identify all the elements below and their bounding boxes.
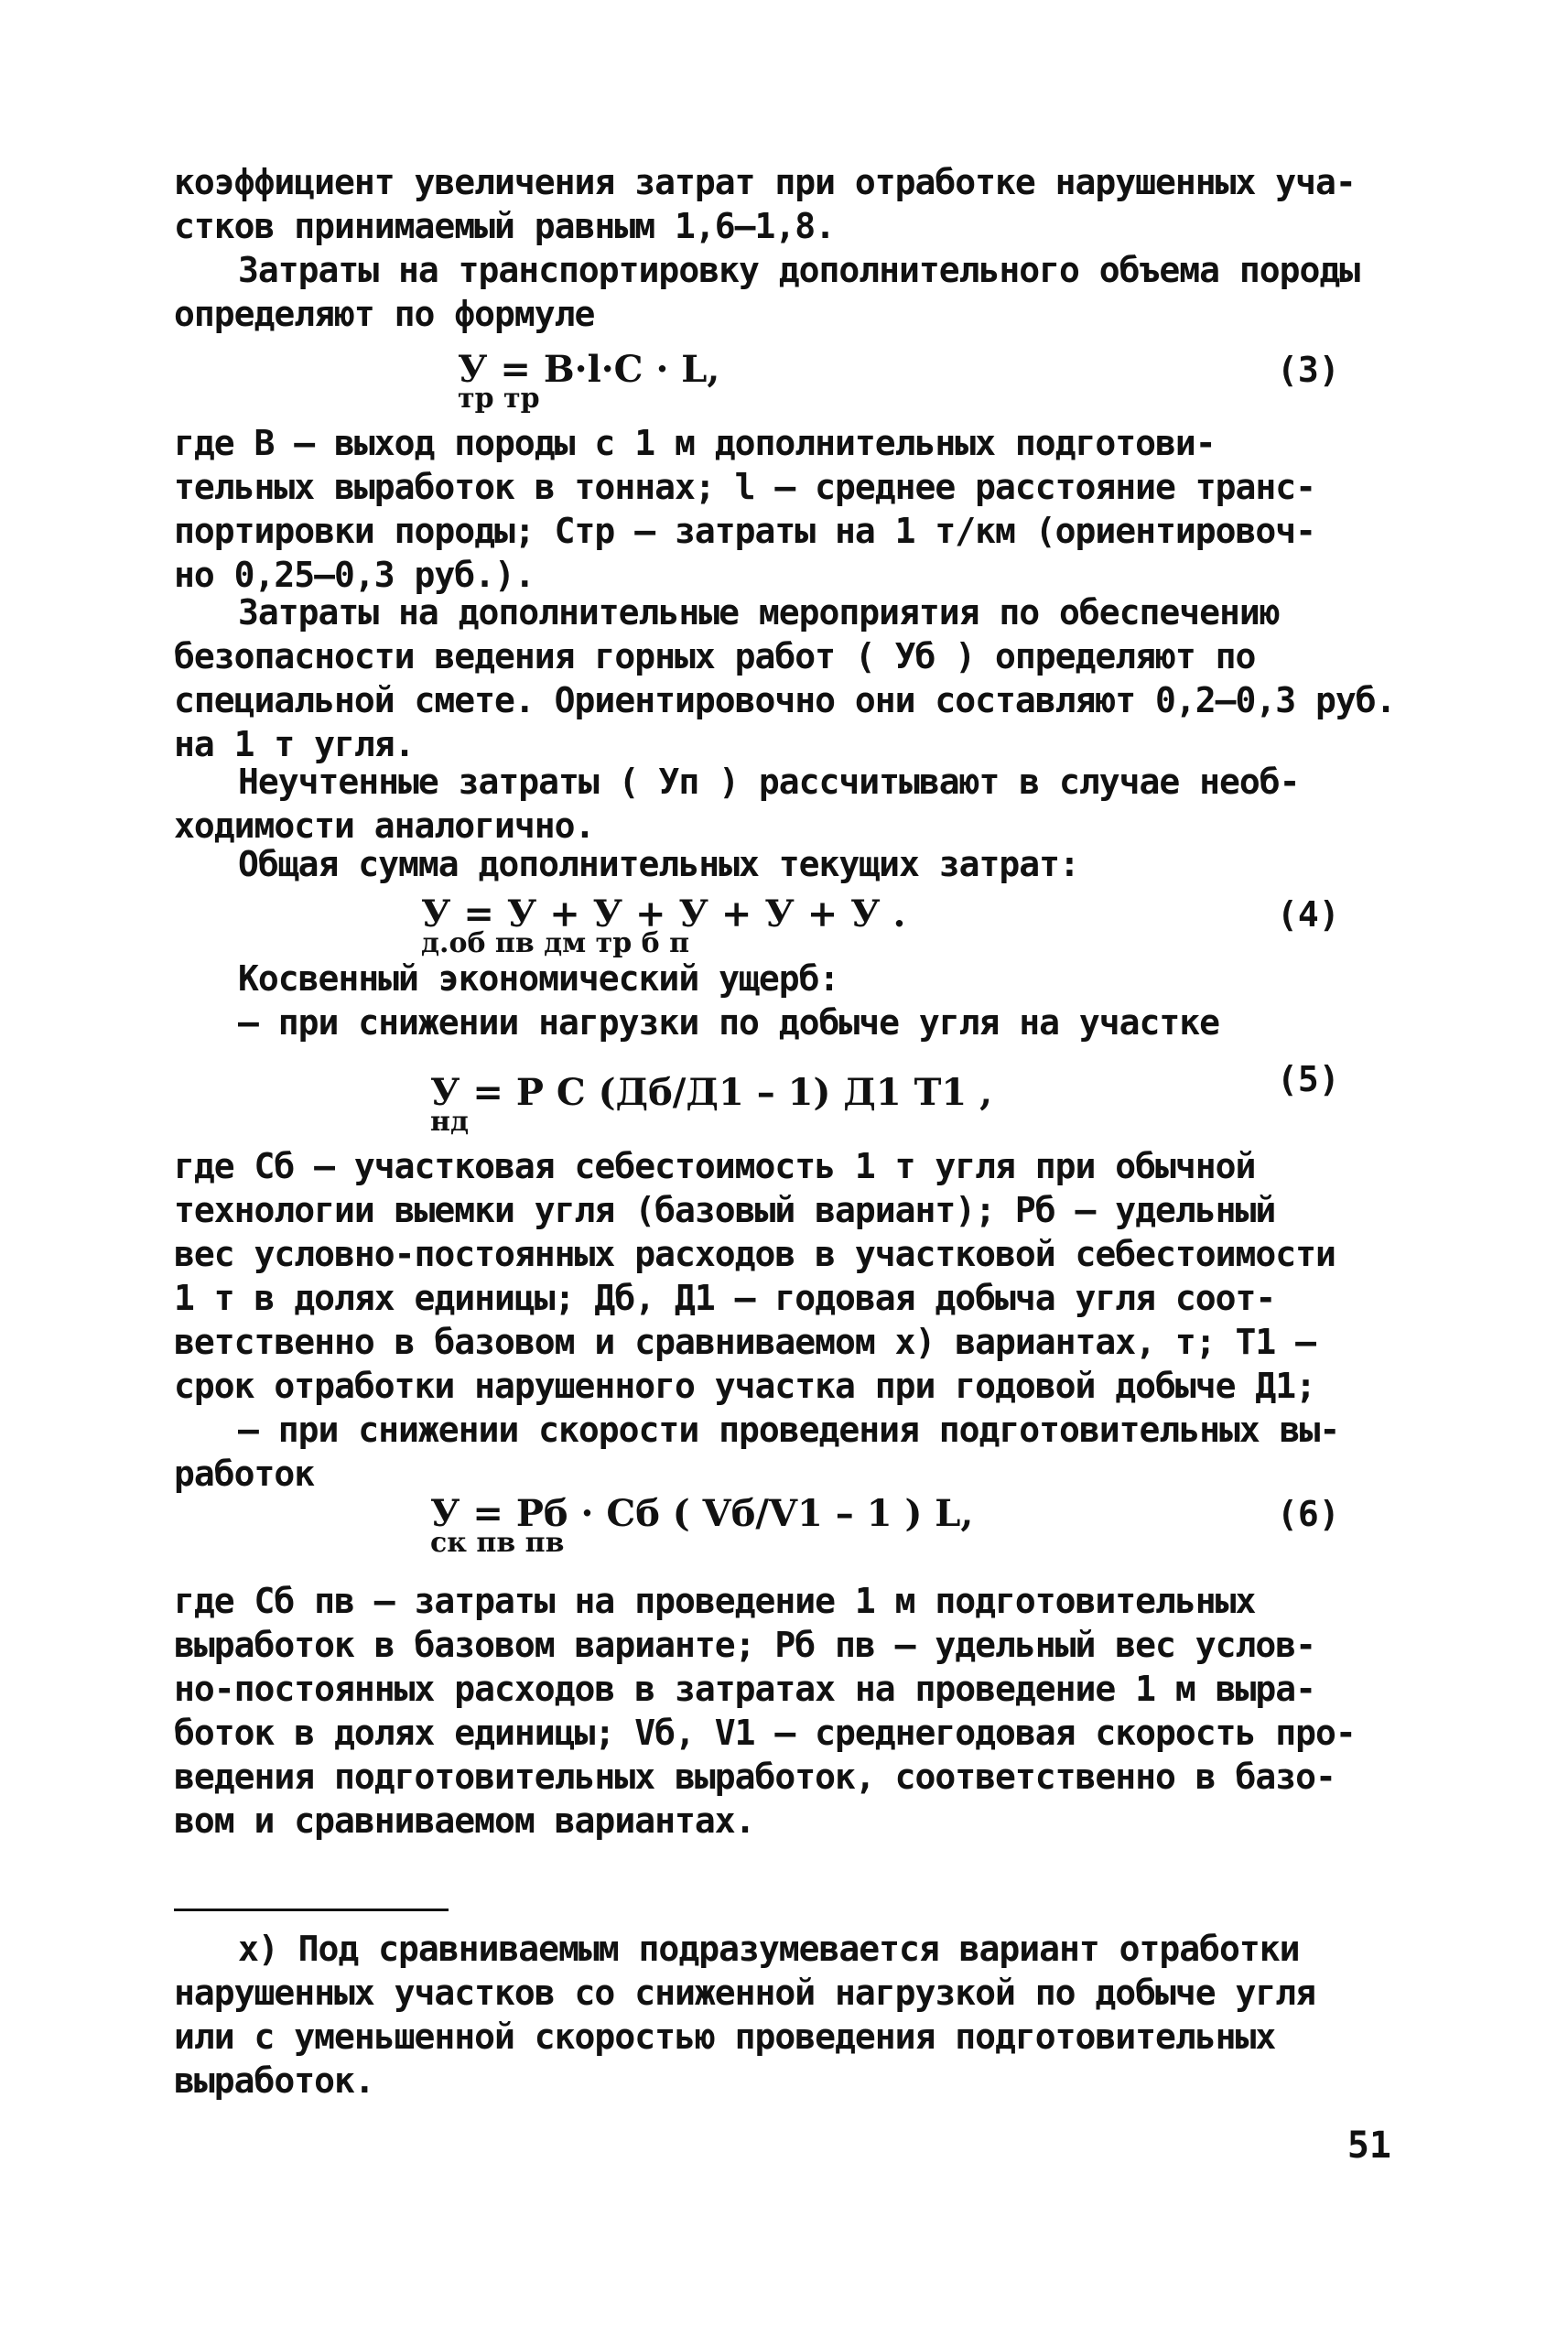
text-line: Косвенный экономический ущерб:: [238, 958, 839, 999]
footnote-line: нарушенных участков со сниженной нагрузкой по добыче угля: [174, 1973, 1316, 2013]
formula-5: У = Р С (Дб/Д1 – 1) Д1 Т1 ,: [430, 1071, 993, 1114]
text-line: – при снижении нагрузки по добыче угля на участке: [238, 1002, 1220, 1043]
text-line: Неучтенные затраты ( Уп ) рассчитывают в случае необ-: [238, 762, 1300, 802]
text-line: вес условно-постоянных расходов в участковой себестоимости: [174, 1234, 1336, 1274]
text-line: на 1 т угля.: [174, 724, 415, 764]
text-line: выработок в базовом варианте; Рб пв – удельный вес услов-: [174, 1625, 1316, 1665]
formula-4-subscripts: д.об пв дм тр б п: [421, 927, 690, 959]
equation-number: (6): [1277, 1494, 1340, 1534]
text-line: но 0,25–0,3 руб.).: [174, 555, 535, 595]
text-line: ходимости аналогично.: [174, 806, 595, 846]
text-line: вом и сравниваемом вариантах.: [174, 1801, 755, 1841]
text-line: определяют по формуле: [174, 294, 595, 334]
footnote-line: х) Под сравниваемым подразумевается вариант отработки: [238, 1929, 1300, 1969]
text-line: работок: [174, 1454, 315, 1494]
equation-number: (4): [1277, 894, 1340, 935]
text-line: технологии выемки угля (базовый вариант); Рб – удельный: [174, 1190, 1276, 1230]
footnote-divider: [174, 1909, 449, 1911]
text-line: где Сб пв – затраты на проведение 1 м подготовительных: [174, 1581, 1256, 1621]
text-line: портировки породы; Стр – затраты на 1 т/км (ориентировоч-: [174, 511, 1316, 551]
text-line: ведения подготовительных выработок, соответственно в базо-: [174, 1757, 1336, 1797]
equation-number: (5): [1277, 1059, 1340, 1099]
text-line: где Сб – участковая себестоимость 1 т угля при обычной: [174, 1146, 1256, 1186]
text-line: боток в долях единицы; Vб, V1 – среднегодовая скорость про-: [174, 1713, 1356, 1753]
text-line: Общая сумма дополнительных текущих затрат:: [238, 844, 1079, 884]
formula-3: У = В·l·С · L,: [458, 348, 720, 391]
formula-6-subscripts: ск пв пв: [430, 1527, 565, 1559]
text-line: стков принимаемый равным 1,6–1,8.: [174, 206, 835, 246]
text-line: Затраты на транспортировку дополнительного объема породы: [238, 250, 1360, 290]
text-line: коэффициент увеличения затрат при отработке нарушенных уча-: [174, 162, 1356, 202]
text-line: Затраты на дополнительные мероприятия по обеспечению: [238, 592, 1280, 633]
text-line: ветственно в базовом и сравниваемом х) вариантах, т; Т1 –: [174, 1322, 1316, 1362]
text-line: – при снижении скорости проведения подготовительных вы-: [238, 1410, 1340, 1450]
footnote-line: выработок.: [174, 2060, 374, 2101]
formula-3-subscripts: тр тр: [458, 383, 540, 415]
text-line: специальной смете. Ориентировочно они составляют 0,2–0,3 руб.: [174, 680, 1396, 720]
text-line: тельных выработок в тоннах; l – среднее расстояние транс-: [174, 467, 1316, 507]
text-line: где В – выход породы с 1 м дополнительных подготови-: [174, 423, 1216, 463]
text-line: но-постоянных расходов в затратах на проведение 1 м выра-: [174, 1669, 1316, 1709]
formula-5-subscripts: нд: [430, 1106, 469, 1138]
text-line: срок отработки нарушенного участка при годовой добыче Д1;: [174, 1366, 1316, 1406]
equation-number: (3): [1277, 350, 1340, 390]
page-number: 51: [1346, 2125, 1391, 2167]
formula-6: У = Рб · Сб ( Vб/V1 – 1 ) L,: [430, 1492, 974, 1535]
footnote-line: или с уменьшенной скоростью проведения подготовительных: [174, 2017, 1276, 2057]
text-line: безопасности ведения горных работ ( Уб ) определяют по: [174, 636, 1256, 676]
formula-4: У = У + У + У + У + У .: [421, 892, 906, 935]
text-line: 1 т в долях единицы; Дб, Д1 – годовая добыча угля соот-: [174, 1278, 1276, 1318]
